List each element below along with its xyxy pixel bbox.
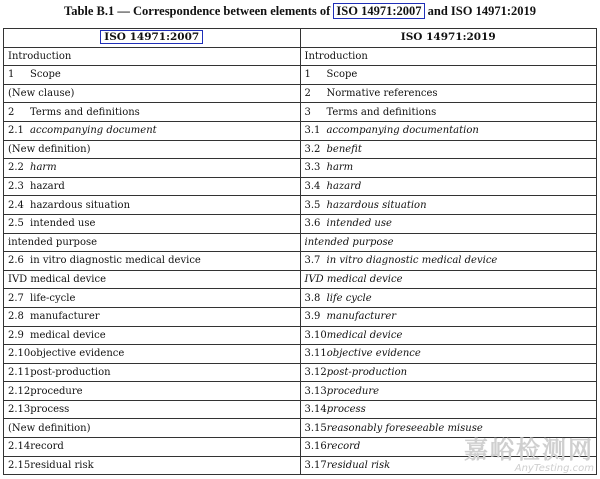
clause-number: 3.3 — [304, 162, 321, 174]
table-cell — [300, 159, 597, 178]
clause-term: hazard — [326, 181, 362, 193]
clause-term: procedure — [30, 385, 83, 397]
table-cell — [300, 326, 597, 345]
table-cell — [4, 214, 301, 233]
clause-term: objective evidence — [326, 348, 421, 360]
clause-number: 2.6 — [8, 255, 24, 267]
clause-number: 3.16 — [304, 441, 327, 453]
table-row — [4, 419, 597, 438]
table-row — [4, 456, 597, 475]
table-title — [0, 4, 600, 19]
clause-number: 3.5 — [304, 199, 321, 211]
table-cell — [4, 289, 301, 308]
watermark-sub: AnyTesting.com — [514, 463, 594, 474]
clause-number: 2 — [304, 88, 311, 100]
clause-number: 3.8 — [304, 292, 321, 304]
table-cell — [300, 233, 597, 252]
clause-term: life cycle — [326, 292, 372, 304]
clause-term: process — [326, 404, 366, 416]
clause-term: Introduction — [304, 50, 368, 62]
clause-number: 3.17 — [304, 459, 327, 471]
table-cell — [4, 140, 301, 159]
clause-number: 2.9 — [8, 329, 24, 341]
clause-number: 2.5 — [8, 218, 24, 230]
clause-number: 3.9 — [304, 311, 321, 323]
clause-term: residual risk — [326, 459, 391, 471]
table-cell — [4, 196, 301, 215]
clause-term: harm — [30, 162, 57, 174]
clause-number: 2.14 — [8, 441, 31, 453]
clause-term: accompanying document — [30, 125, 157, 137]
table-cell — [4, 382, 301, 401]
clause-term: residual risk — [30, 459, 94, 471]
clause-number: 2.11 — [8, 366, 31, 378]
table-cell — [300, 270, 597, 289]
clause-number: 3.2 — [304, 143, 321, 155]
table-row — [4, 400, 597, 419]
clause-number: 2.7 — [8, 292, 24, 304]
clause-term: record — [326, 441, 361, 453]
table-row — [4, 382, 597, 401]
table-cell — [300, 400, 597, 419]
table-cell — [4, 159, 301, 178]
clause-term: manufacturer — [326, 311, 397, 323]
clause-number: 3.13 — [304, 385, 327, 397]
table-row — [4, 289, 597, 308]
table-cell — [300, 252, 597, 271]
table-cell — [4, 438, 301, 457]
clause-number: 3.4 — [304, 181, 321, 193]
table-cell — [4, 84, 301, 103]
clause-term: (New definition) — [8, 143, 91, 155]
clause-term: harm — [326, 162, 354, 174]
table-cell — [300, 121, 597, 140]
table-row — [4, 84, 597, 103]
clause-number: 1 — [8, 69, 15, 81]
title-highlight: ISO 14971:2007 — [333, 3, 424, 19]
table-row — [4, 103, 597, 122]
table-cell — [300, 419, 597, 438]
table-cell — [300, 438, 597, 457]
clause-term: procedure — [326, 385, 380, 397]
table-cell — [300, 289, 597, 308]
table-row — [4, 438, 597, 457]
clause-term: in vitro diagnostic medical device — [326, 255, 498, 267]
clause-number: 1 — [304, 69, 311, 81]
table-row — [4, 233, 597, 252]
table-cell — [4, 47, 301, 66]
table-cell — [4, 66, 301, 85]
clause-term: Terms and definitions — [30, 106, 140, 118]
table-cell — [300, 140, 597, 159]
clause-term: post-production — [30, 366, 111, 378]
table-row — [4, 345, 597, 364]
clause-number: 3 — [304, 106, 311, 118]
clause-number: 2.8 — [8, 311, 24, 323]
table-cell — [4, 177, 301, 196]
clause-term: benefit — [326, 143, 362, 155]
column-header-2019-label: ISO 14971:2019 — [400, 31, 496, 44]
clause-term: intended use — [326, 218, 392, 230]
clause-term: medical device — [326, 329, 403, 341]
clause-term: (New definition) — [8, 422, 91, 434]
clause-term: Scope — [30, 69, 61, 81]
clause-term: reasonably foreseeable misuse — [326, 422, 483, 434]
table-row — [4, 196, 597, 215]
table-row — [4, 121, 597, 140]
table-row — [4, 66, 597, 85]
table-cell — [300, 345, 597, 364]
correspondence-table — [3, 28, 597, 475]
table-row — [4, 159, 597, 178]
table-cell — [4, 345, 301, 364]
clause-number: 3.12 — [304, 366, 327, 378]
table-cell — [300, 363, 597, 382]
table-row — [4, 252, 597, 271]
table-cell — [300, 177, 597, 196]
table-row — [4, 140, 597, 159]
table-row — [4, 177, 597, 196]
clause-number: 2.15 — [8, 459, 31, 471]
clause-term: process — [30, 404, 70, 416]
table-row — [4, 47, 597, 66]
table-row — [4, 326, 597, 345]
clause-number: 2.3 — [8, 181, 24, 193]
clause-term: IVD medical device — [304, 274, 403, 286]
column-header-2019 — [300, 29, 597, 48]
clause-number: 2.4 — [8, 199, 24, 211]
clause-number: 3.6 — [304, 218, 321, 230]
table-cell — [4, 103, 301, 122]
table-cell — [300, 307, 597, 326]
clause-number: 3.7 — [304, 255, 321, 267]
watermark-main: 嘉峪检测网 — [464, 436, 594, 464]
table-cell — [300, 196, 597, 215]
table-cell — [4, 252, 301, 271]
table-cell — [4, 326, 301, 345]
clause-number: 3.11 — [304, 348, 327, 360]
header-row — [4, 29, 597, 48]
table-cell — [300, 47, 597, 66]
clause-term: manufacturer — [30, 311, 100, 323]
clause-term: hazardous situation — [30, 199, 131, 211]
table-cell — [4, 419, 301, 438]
table-cell — [300, 456, 597, 475]
clause-term: record — [30, 441, 64, 453]
table-cell — [4, 363, 301, 382]
table-row — [4, 214, 597, 233]
clause-term: post-production — [326, 366, 408, 378]
clause-term: life-cycle — [30, 292, 76, 304]
clause-number: 2.12 — [8, 385, 31, 397]
table-row — [4, 270, 597, 289]
title-prefix: Table B.1 — Correspondence between elements of — [64, 4, 331, 18]
table-cell — [4, 307, 301, 326]
clause-number: 2.2 — [8, 162, 24, 174]
table-cell — [4, 121, 301, 140]
table-cell — [300, 84, 597, 103]
clause-number: 3.1 — [304, 125, 321, 137]
clause-term: intended use — [30, 218, 96, 230]
table-cell — [4, 400, 301, 419]
table-row — [4, 307, 597, 326]
clause-term: medical device — [30, 329, 106, 341]
clause-number: 3.10 — [304, 329, 327, 341]
table-cell — [300, 214, 597, 233]
clause-term: accompanying documentation — [326, 125, 479, 137]
clause-term: hazardous situation — [326, 199, 427, 211]
clause-number: 3.15 — [304, 422, 327, 434]
clause-number: 2.10 — [8, 348, 31, 360]
clause-term: intended purpose — [304, 236, 394, 248]
clause-term: (New clause) — [8, 88, 75, 100]
table-cell — [4, 233, 301, 252]
title-suffix: and ISO 14971:2019 — [427, 4, 536, 18]
column-header-2007 — [4, 29, 301, 48]
column-header-2007-label: ISO 14971:2007 — [100, 30, 203, 44]
table-cell — [4, 456, 301, 475]
clause-term: Scope — [326, 69, 358, 81]
clause-term: in vitro diagnostic medical device — [30, 255, 201, 267]
table-cell — [300, 66, 597, 85]
table-cell — [300, 103, 597, 122]
clause-number: 2.13 — [8, 404, 31, 416]
clause-term: Terms and definitions — [326, 106, 437, 118]
clause-term: hazard — [30, 181, 65, 193]
clause-number: 3.14 — [304, 404, 327, 416]
clause-term: Normative references — [326, 88, 438, 100]
clause-term: objective evidence — [30, 348, 125, 360]
table-cell — [300, 382, 597, 401]
clause-term: IVD medical device — [8, 274, 106, 286]
clause-number: 2 — [8, 106, 15, 118]
clause-term: Introduction — [8, 50, 72, 62]
table-cell — [4, 270, 301, 289]
clause-term: intended purpose — [8, 236, 98, 248]
table-row — [4, 363, 597, 382]
clause-number: 2.1 — [8, 125, 24, 137]
